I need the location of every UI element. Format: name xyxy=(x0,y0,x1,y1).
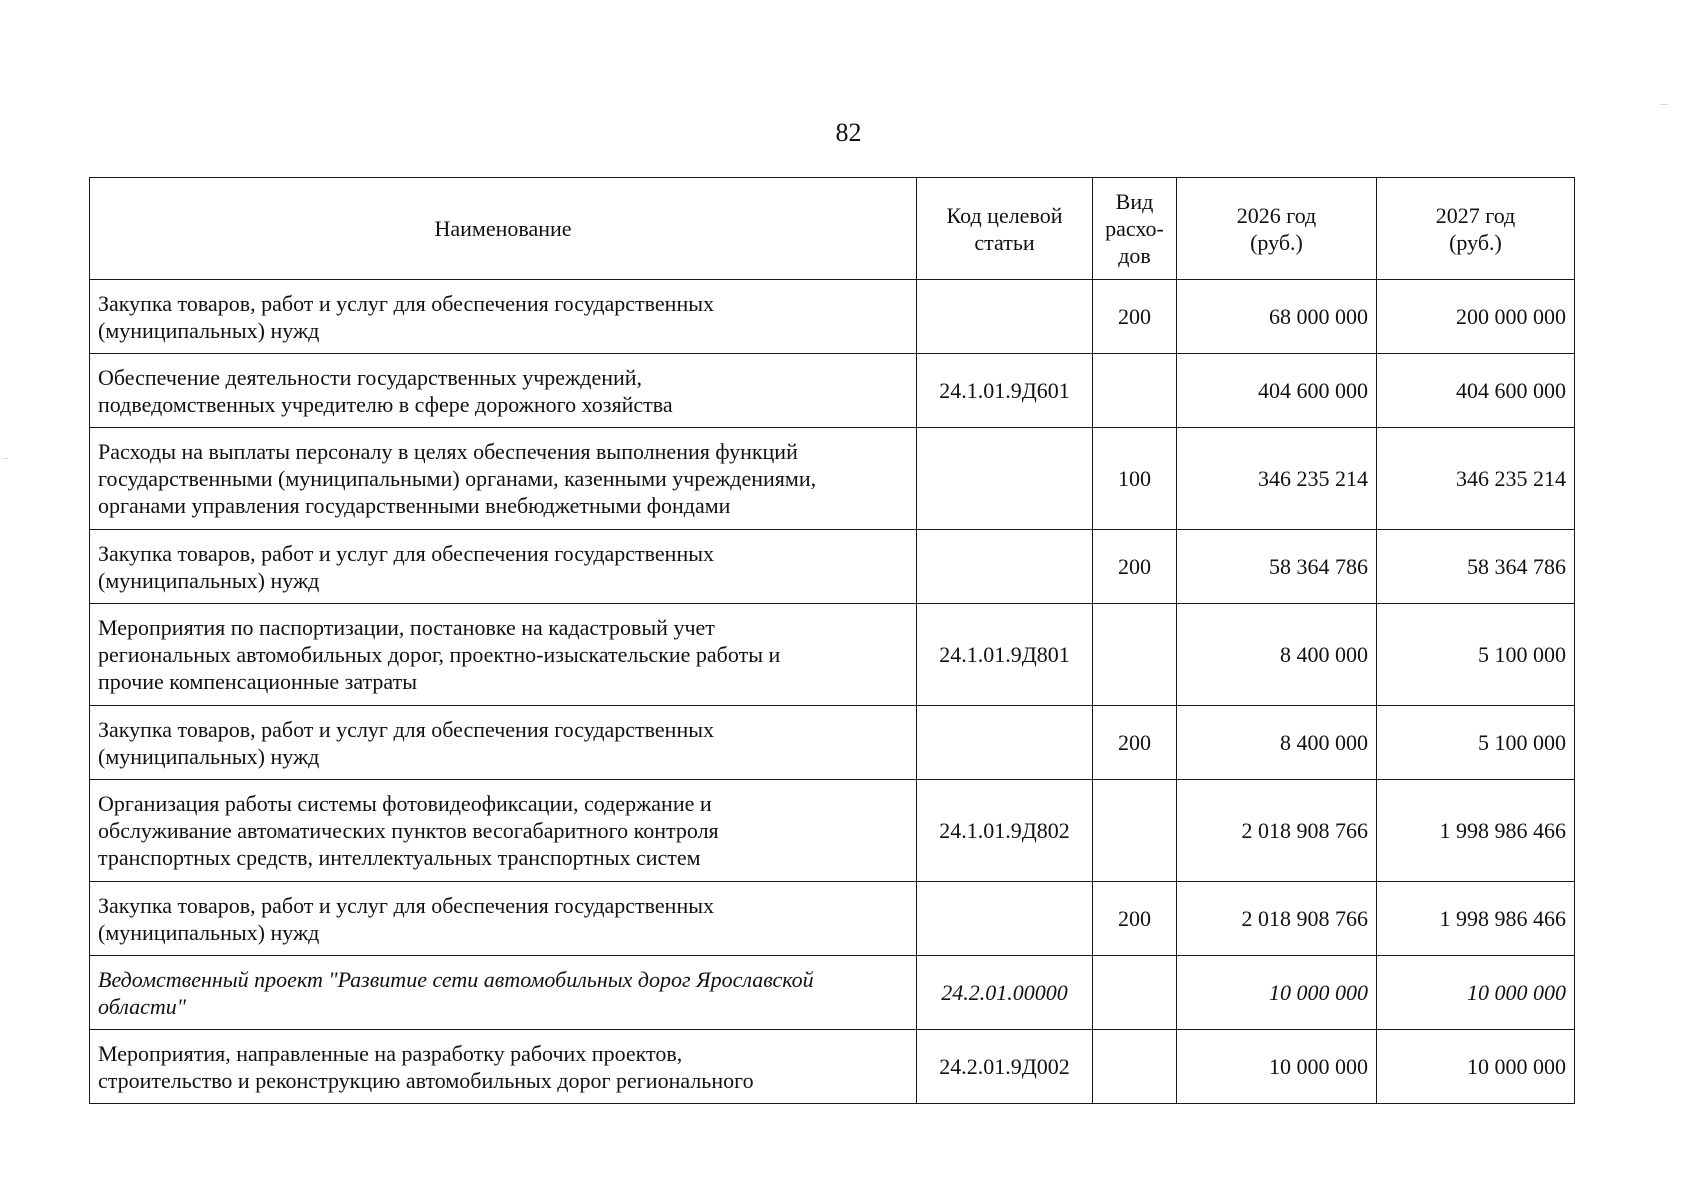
cell-kind: 200 xyxy=(1093,530,1177,604)
cell-kind xyxy=(1093,604,1177,706)
cell-2027: 200 000 000 xyxy=(1377,280,1575,354)
cell-2026: 2 018 908 766 xyxy=(1177,882,1377,956)
cell-kind: 200 xyxy=(1093,280,1177,354)
cell-name: Мероприятия по паспортизации, постановке на кадастровый учет региональных автомобильных дорог, проектно-изыскательские работы и прочие компенсационные затраты xyxy=(90,604,917,706)
cell-kind: 100 xyxy=(1093,428,1177,530)
table-row xyxy=(90,280,1575,354)
cell-code: 24.1.01.9Д802 xyxy=(917,780,1093,882)
cell-name: Расходы на выплаты персоналу в целях обеспечения выполнения функций государственными (муниципальными) органами, казенными учреждениями, органами управления государственными внебюджетными фондами xyxy=(90,428,917,530)
cell-2026: 404 600 000 xyxy=(1177,354,1377,428)
cell-2026: 10 000 000 xyxy=(1177,1030,1377,1104)
header-2026: 2026 год (руб.) xyxy=(1177,178,1377,280)
header-name: Наименование xyxy=(90,178,917,280)
page-number: 82 xyxy=(835,118,862,147)
cell-2027: 1 998 986 466 xyxy=(1377,780,1575,882)
cell-name: Обеспечение деятельности государственных учреждений, подведомственных учредителю в сфере дорожного хозяйства xyxy=(90,354,917,428)
header-kind: Вид расхо- дов xyxy=(1093,178,1177,280)
cell-code xyxy=(917,530,1093,604)
scan-mark xyxy=(2,458,8,459)
cell-2027: 10 000 000 xyxy=(1377,956,1575,1030)
cell-name: Мероприятия, направленные на разработку рабочих проектов, строительство и реконструкцию автомобильных дорог регионального xyxy=(90,1030,917,1104)
cell-2027: 58 364 786 xyxy=(1377,530,1575,604)
table-row xyxy=(90,1030,1575,1104)
cell-2027: 10 000 000 xyxy=(1377,1030,1575,1104)
table-row xyxy=(90,428,1575,530)
table-row-project xyxy=(90,956,1575,1030)
cell-kind: 200 xyxy=(1093,882,1177,956)
cell-2027: 1 998 986 466 xyxy=(1377,882,1575,956)
cell-name: Закупка товаров, работ и услуг для обеспечения государственных (муниципальных) нужд xyxy=(90,530,917,604)
cell-name: Закупка товаров, работ и услуг для обеспечения государственных (муниципальных) нужд xyxy=(90,882,917,956)
header-2027: 2027 год (руб.) xyxy=(1377,178,1575,280)
table-header-row xyxy=(90,178,1575,280)
cell-2027: 5 100 000 xyxy=(1377,706,1575,780)
cell-kind xyxy=(1093,956,1177,1030)
cell-kind: 200 xyxy=(1093,706,1177,780)
cell-code xyxy=(917,706,1093,780)
cell-2026: 10 000 000 xyxy=(1177,956,1377,1030)
cell-2027: 5 100 000 xyxy=(1377,604,1575,706)
cell-code: 24.2.01.00000 xyxy=(917,956,1093,1030)
cell-code xyxy=(917,428,1093,530)
cell-2026: 8 400 000 xyxy=(1177,604,1377,706)
cell-code xyxy=(917,882,1093,956)
cell-name: Организация работы системы фотовидеофиксации, содержание и обслуживание автоматических пунктов весогабаритного контроля транспортных средств, интеллектуальных транспортных систем xyxy=(90,780,917,882)
table-row xyxy=(90,530,1575,604)
cell-code: 24.1.01.9Д801 xyxy=(917,604,1093,706)
cell-2027: 346 235 214 xyxy=(1377,428,1575,530)
table-row xyxy=(90,706,1575,780)
cell-kind xyxy=(1093,1030,1177,1104)
cell-name: Ведомственный проект "Развитие сети автомобильных дорог Ярославской области" xyxy=(90,956,917,1030)
cell-2026: 68 000 000 xyxy=(1177,280,1377,354)
cell-2026: 346 235 214 xyxy=(1177,428,1377,530)
table-row xyxy=(90,604,1575,706)
scan-mark xyxy=(1660,104,1668,105)
cell-2026: 58 364 786 xyxy=(1177,530,1377,604)
cell-code: 24.1.01.9Д601 xyxy=(917,354,1093,428)
table-row xyxy=(90,354,1575,428)
cell-kind xyxy=(1093,780,1177,882)
table-row xyxy=(90,780,1575,882)
header-code: Код целевой статьи xyxy=(917,178,1093,280)
cell-code: 24.2.01.9Д002 xyxy=(917,1030,1093,1104)
cell-name: Закупка товаров, работ и услуг для обеспечения государственных (муниципальных) нужд xyxy=(90,280,917,354)
cell-kind xyxy=(1093,354,1177,428)
cell-code xyxy=(917,280,1093,354)
budget-table xyxy=(89,177,1575,1104)
cell-2026: 8 400 000 xyxy=(1177,706,1377,780)
cell-name: Закупка товаров, работ и услуг для обеспечения государственных (муниципальных) нужд xyxy=(90,706,917,780)
cell-2026: 2 018 908 766 xyxy=(1177,780,1377,882)
table-row xyxy=(90,882,1575,956)
cell-2027: 404 600 000 xyxy=(1377,354,1575,428)
